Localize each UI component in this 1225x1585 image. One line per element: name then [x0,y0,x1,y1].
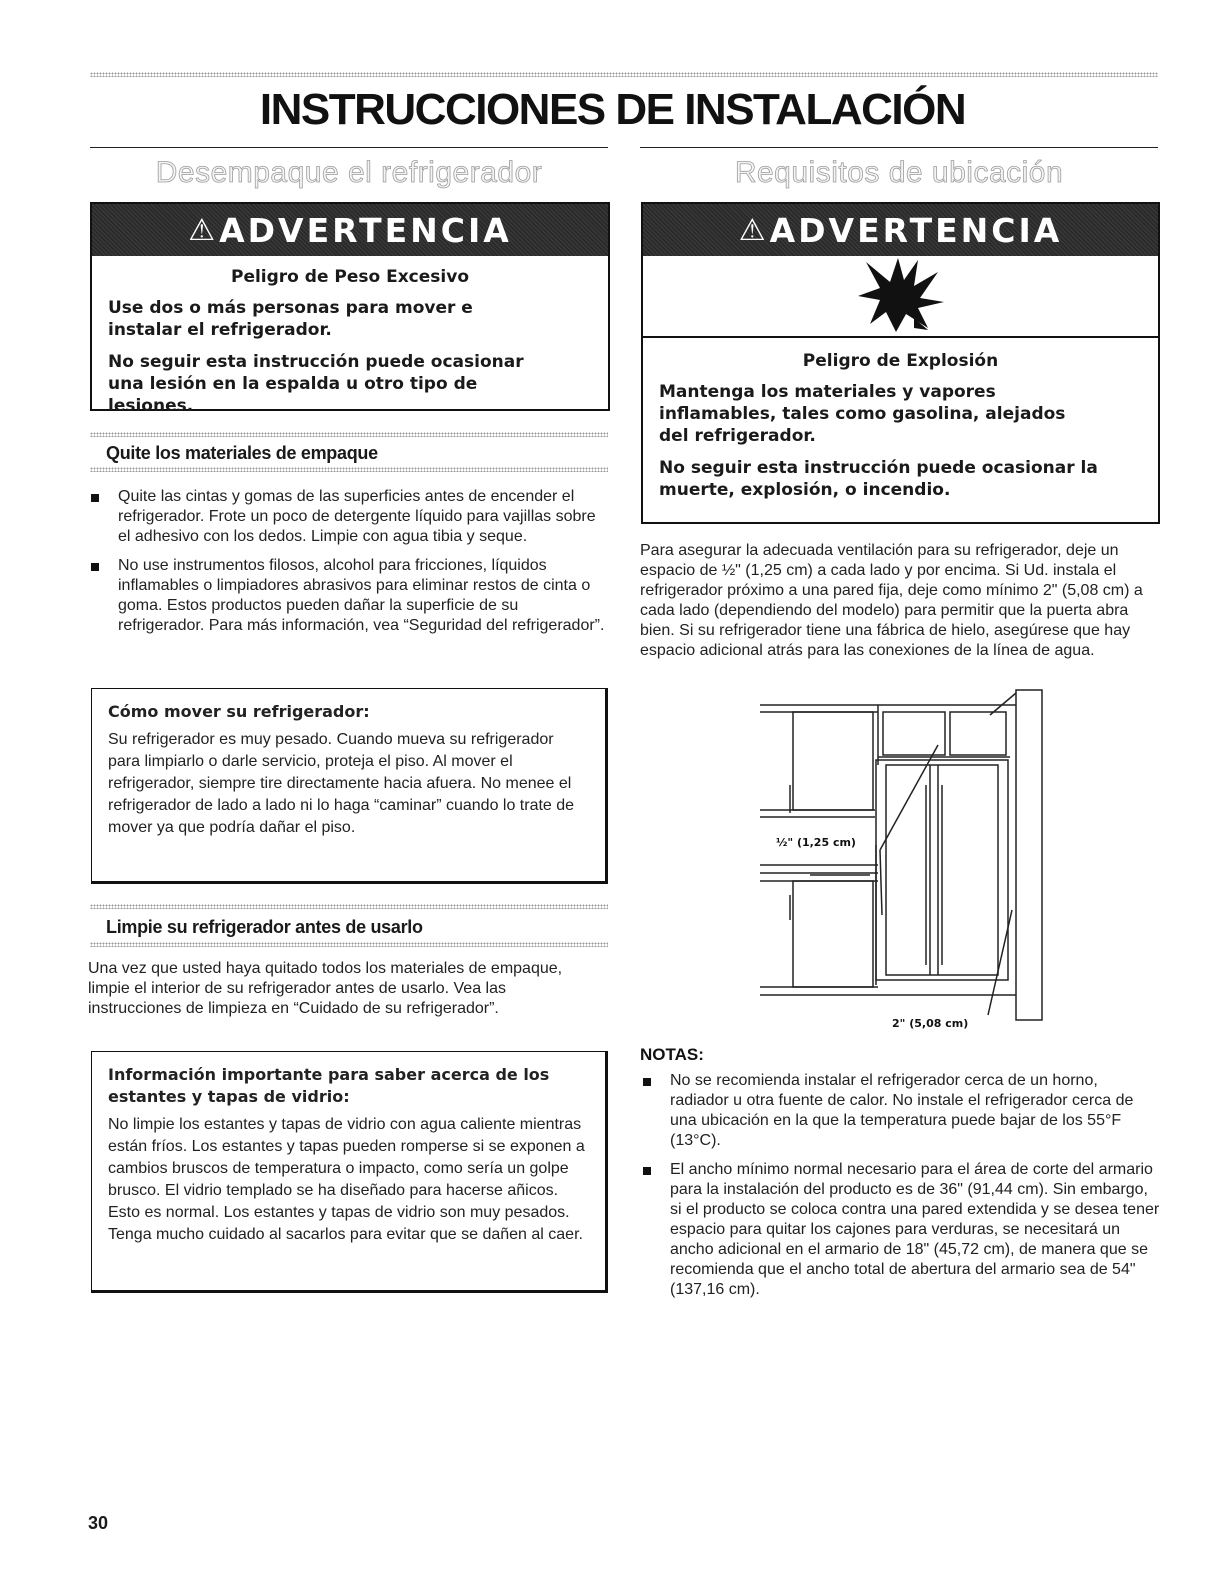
warning-instruction: Mantenga los materiales y vapores inflamables, tales como gasolina, alejados del refrigerador. [659,382,1066,446]
left-section-title: Desempaque el refrigerador [155,156,543,189]
warning-title: Peligro de Explosión [802,351,999,371]
glass-info-box [91,1051,608,1293]
warning-instruction: Use dos o más personas para mover e instalar el refrigerador. [108,298,473,340]
clean-rule-bottom [90,942,608,947]
right-section-rule [640,147,1158,148]
warning-triangle-icon: ⚠ [738,212,766,248]
moving-heading: Cómo mover su refrigerador: [108,702,370,721]
list-item: No se recomienda instalar el refrigerador cerca de un horno, radiador u otra fuente de calor. No instale el refrigerador cerca de una ubicación en la que la temperatura puede bajar de los 55°F (13°C). [640,1071,1160,1151]
warning-header-label: ADVERTENCIA [769,210,1063,250]
list-item: El ancho mínimo normal necesario para el área de corte del armario para la instalación del producto es de 36" (91,44 cm). Sin embargo, si el producto se coloca contra una pared extendida y se desea tener espacio para quitar los cajones para verduras, se necesitará un ancho adicional en el armario de 18" (45,72 cm), de manera que se recomienda que el ancho total de abertura del armario sea de 54" (137,16 cm). [640,1160,1160,1300]
warning-title: Peligro de Peso Excesivo [230,267,469,287]
glass-text: No limpie los estantes y tapas de vidrio con agua caliente mientras están fríos. Los estantes y tapas pueden romperse si se exponen a cambios bruscos de temperatura o impacto, como sería un golpe brusco. El vidrio templado se ha diseñado para hacerse añicos. Esto es normal. Los estantes y tapas de vidrio son muy pesados. Tenga mucho cuidado al sacarlos para evitar que se dañen al caer. [108,1116,585,1243]
warning-consequence: No seguir esta instrucción puede ocasionar la muerte, explosión, o incendio. [659,458,1098,500]
top-dotted-rule [90,72,1158,77]
left-section-rule [90,147,608,148]
moving-info-box [91,688,608,884]
explosion-icon [856,256,946,336]
right-section-title: Requisitos de ubicación [734,156,1064,189]
explosion-icon-area [643,256,1158,338]
glass-heading: Información importante para saber acerca de los estantes y tapas de vidrio: [108,1065,550,1106]
warning-body [92,256,608,437]
warning-consequence: No seguir esta instrucción puede ocasionar una lesión en la espalda u otro tipo de lesiones. [108,352,524,416]
warning-header [643,204,1158,256]
moving-text: Su refrigerador es muy pesado. Cuando mueva su refrigerador para limpiarlo o darle servicio, proteja el piso. Al mover el refrigerador, siempre tire directamente hacia afuera. No menee el refrigerador de lado a lado ni lo haga “caminar” cuando lo trate de mover ya que podría dañar el piso. [108,731,575,836]
clean-rule-top [90,904,608,909]
notes-label: NOTAS: [640,1045,704,1064]
weight-warning-box [90,202,610,416]
subhead-rule-bottom [90,467,608,472]
clean-text: Una vez que usted haya quitado todos los materiales de empaque, limpie el interior de su refrigerador antes de usarlo. Vea las instrucciones de limpieza en “Cuidado de su refrigerador”. [88,960,563,1017]
notes-list [640,1071,1160,1309]
remove-packaging-heading: Quite los materiales de empaque [106,443,378,463]
list-item: Quite las cintas y gomas de las superficies antes de encender el refrigerador. Frote un poco de detergente líquido para vajillas sobre el adhesivo con los dedos. Limpie con agua tibia y seque. [88,487,608,547]
warning-triangle-icon: ⚠ [188,212,216,248]
clean-heading: Limpie su refrigerador antes de usarlo [106,917,423,937]
list-item: No use instrumentos filosos, alcohol para fricciones, líquidos inflamables o limpiadores abrasivos para eliminar restos de cinta o goma. Estos productos pueden dañar la superficie de su refrigerador. Para más información, vea “Seguridad del refrigerador”. [88,556,608,636]
subhead-rule-top [90,432,608,437]
page-number: 30 [88,1513,109,1533]
installation-clearance-diagram [750,685,1060,1030]
explosion-warning-box [641,202,1160,524]
remove-packaging-list [88,487,608,645]
two-inch-label: 2" (5,08 cm) [892,1017,969,1030]
warning-header [92,204,608,256]
warning-body [643,338,1158,521]
page-title: INSTRUCCIONES DE INSTALACIÓN [259,85,966,134]
ventilation-text: Para asegurar la adecuada ventilación para su refrigerador, deje un espacio de ½" (1,25 cm) a cada lado y por encima. Si Ud. instala el refrigerador próximo a una pared fija, deje como mínimo 2" (5,08 cm) a cada lado (dependiendo del modelo) para permitir que la puerta abra bien. Si su refrigerador tiene una fábrica de hielo, asegúrese que hay espacio adicional atrás para las conexiones de la línea de agua. [640,542,1143,659]
half-inch-label: ½" (1,25 cm) [776,836,856,849]
warning-header-label: ADVERTENCIA [219,210,512,250]
